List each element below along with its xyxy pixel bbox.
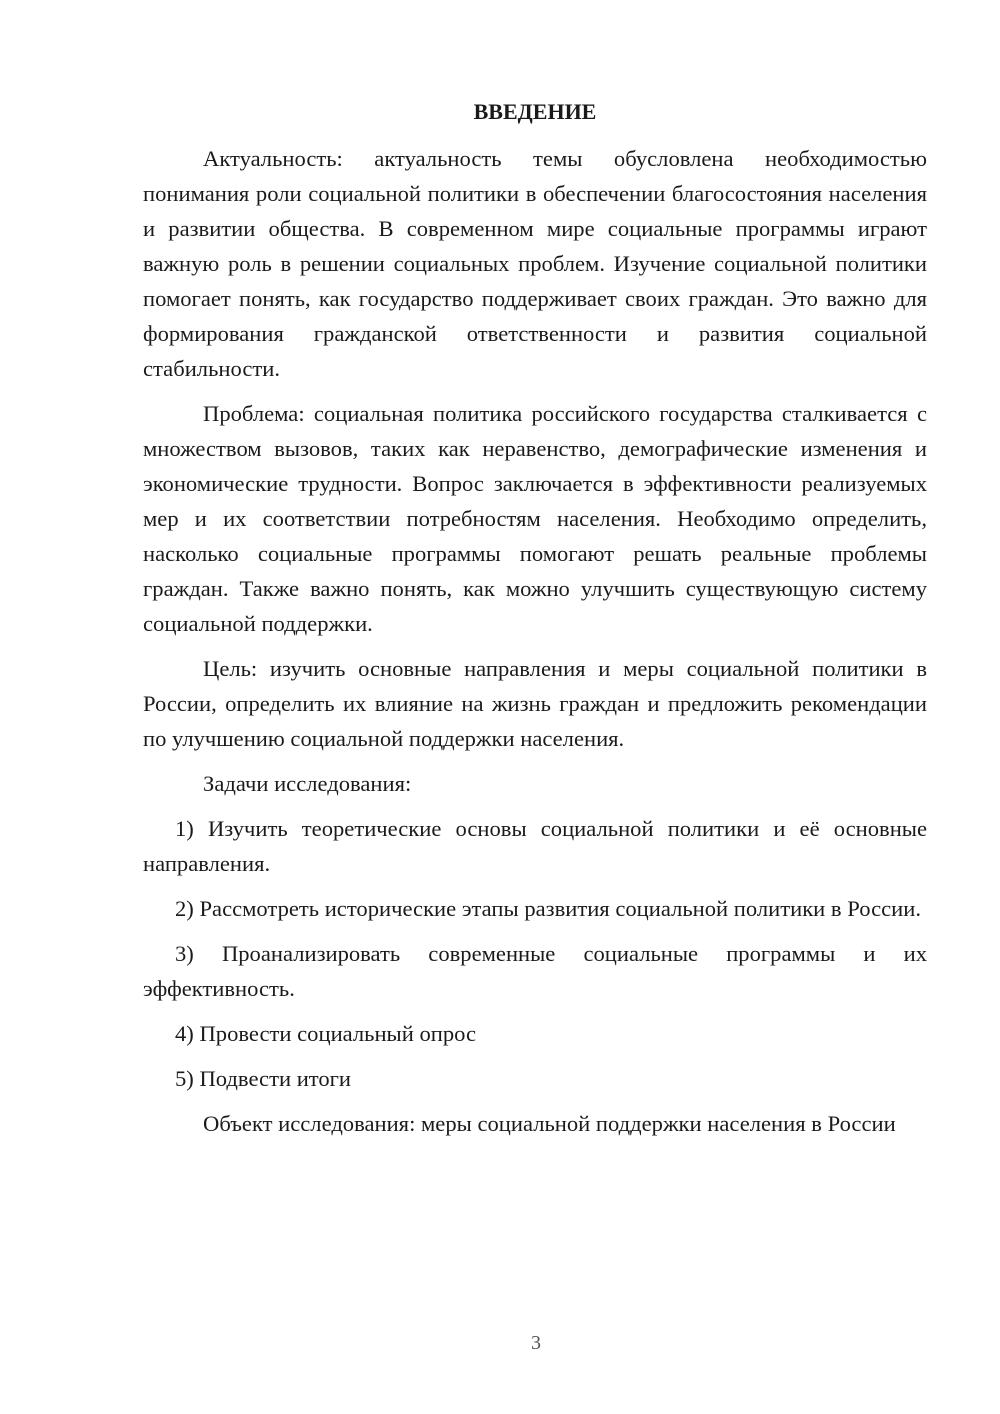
page-title: ВВЕДЕНИЕ — [473, 99, 597, 124]
object-paragraph: Объект исследования: меры социальной поддержки населения в России — [203, 1111, 896, 1136]
tasks-heading: Задачи исследования: — [203, 771, 412, 796]
tasks-list — [143, 811, 927, 1096]
task-item-4: 4) Провести социальный опрос — [175, 1021, 477, 1046]
problem-paragraph: Проблема: социальная политика российского государства сталкивается с множеством вызовов, таких как неравенство, демографические изменения и экономические трудности. Вопрос заключается в эффективности реализуемых мер и их соответствии потребностям населения. Необходимо определить, насколько социальные программы помогают решать реальные проблемы граждан. Также важно понять, как можно улучшить существующую систему социальной поддержки. — [143, 401, 927, 636]
page-content — [143, 94, 927, 1141]
page-number: 3 — [531, 1332, 541, 1354]
task-item-5: 5) Подвести итоги — [175, 1066, 352, 1091]
goal-paragraph: Цель: изучить основные направления и меры социальной политики в России, определить их влияние на жизнь граждан и предложить рекомендации по улучшению социальной поддержки населения. — [143, 656, 927, 751]
task-item-1: 1) Изучить теоретические основы социальной политики и её основные направления. — [143, 816, 927, 876]
task-item-2: 2) Рассмотреть исторические этапы развития социальной политики в России. — [175, 896, 921, 921]
task-item-3: 3) Проанализировать современные социальные программы и их эффективность. — [143, 941, 927, 1001]
relevance-paragraph: Актуальность: актуальность темы обусловлена необходимостью понимания роли социальной политики в обеспечении благосостояния населения и развитии общества. В современном мире социальные программы играют важную роль в решении социальных проблем. Изучение социальной политики помогает понять, как государство поддерживает своих граждан. Это важно для формирования гражданской ответственности и развития социальной стабильности. — [143, 146, 927, 381]
